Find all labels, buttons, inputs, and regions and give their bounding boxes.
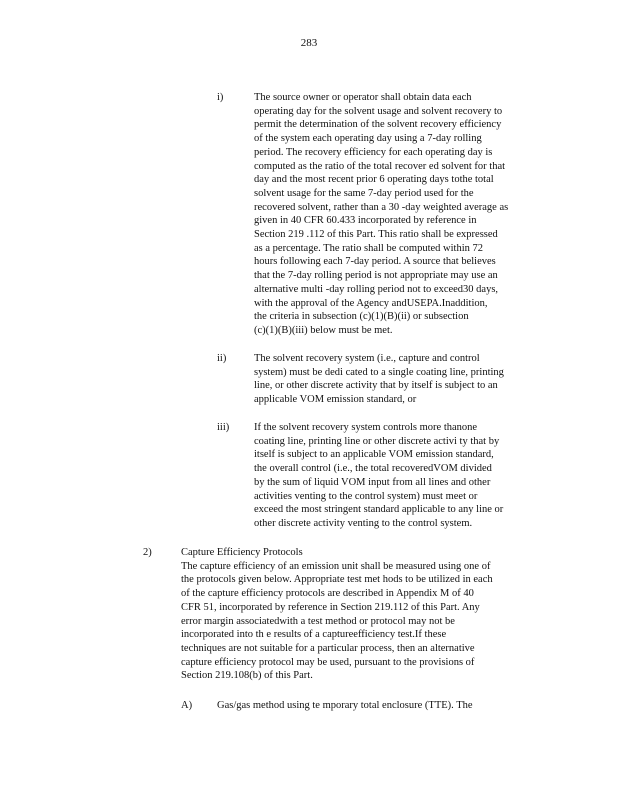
item-i-line: period. The recovery efficiency for each operating day is [254, 146, 493, 158]
item-A-line: Gas/gas method using te mporary total enclosure (TTE). The [217, 700, 473, 711]
item-i-marker: i) [217, 92, 224, 103]
item-i-line: permit the determination of the solvent recovery efficiency [254, 119, 502, 131]
page-number: 283 [300, 37, 318, 49]
item-i-line: as a percentage. The ratio shall be computed within 72 [254, 242, 483, 254]
item-ii-marker: ii) [217, 353, 227, 364]
item-i-line: operating day for the solvent usage and solvent recovery to [254, 105, 503, 117]
item-ii-line: applicable VOM emission standard, or [254, 394, 417, 406]
section-2-line: capture efficiency protocol may be used, pursuant to the provisions of [181, 656, 475, 668]
item-i-line: the criteria in subsection (c)(1)(B)(ii) or subsection [254, 311, 469, 323]
item-i-line: (c)(1)(B)(iii) below must be met. [254, 324, 393, 336]
item-i-line: of the system each operating day using a 7-day rolling [254, 133, 482, 145]
item-i-line: alternative multi -day rolling period not to exceed30 days, [254, 283, 499, 295]
item-iii-line: activities venting to the control system) must meet or [254, 490, 478, 502]
section-2-marker: 2) [143, 547, 152, 558]
item-iii-marker: iii) [217, 422, 230, 433]
item-iii-line: exceed the most stringent standard applicable to any line or [254, 504, 504, 516]
item-A-marker: A) [181, 700, 193, 711]
item-i-line: with the approval of the Agency andUSEPA.Inaddition, [254, 297, 488, 309]
section-2-line: Section 219.108(b) of this Part. [181, 670, 313, 682]
section-2-line: error margin associatedwith a test method or protocol may not be [181, 615, 455, 627]
section-2-line: The capture efficiency of an emission unit shall be measured using one of [181, 560, 491, 572]
item-iii-line: If the solvent recovery system controls more thanone [254, 422, 478, 433]
item-i-line: Section 219 .112 of this Part. This ratio shall be expressed [254, 229, 498, 240]
item-ii-line: The solvent recovery system (i.e., capture and control [254, 353, 480, 364]
item-i-line: computed as the ratio of the total recover ed solvent for that [254, 160, 506, 172]
item-iii-line: coating line, printing line or other discrete activi ty that by [254, 435, 500, 447]
item-ii-line: line, or other discrete activity that by itself is subject to an [254, 380, 498, 392]
item-i-line: day and the most recent prior 6 operating days tothe total [254, 174, 494, 186]
item-ii-line: system) must be dedi cated to a single coating line, printing [254, 366, 504, 378]
section-2-line: CFR 51, incorporated by reference in Section 219.112 of this Part. Any [181, 601, 480, 613]
section-2-line: incorporated into th e results of a captureefficiency test.If these [181, 629, 447, 641]
item-iii-line: itself is subject to an applicable VOM emission standard, [254, 449, 494, 461]
item-iii-line: the overall control (i.e., the total recoveredVOM divided [254, 463, 492, 475]
item-i-line: The source owner or operator shall obtain data each [254, 92, 472, 103]
section-2-heading: Capture Efficiency Protocols [181, 547, 303, 558]
item-iii-line: other discrete activity venting to the control system. [254, 517, 473, 529]
item-i-line: hours following each 7-day period. A source that believes [254, 256, 496, 268]
item-i-line: that the 7-day rolling period is not appropriate may use an [254, 270, 498, 282]
item-iii-line: by the sum of liquid VOM input from all lines and other [254, 476, 491, 488]
item-i-line: solvent usage for the same 7-day period used for the [254, 187, 474, 199]
section-2-line: of the capture efficiency protocols are described in Appendix M of 40 [181, 588, 474, 600]
section-2-line: techniques are not suitable for a particular process, then an alternative [181, 642, 475, 654]
item-i-line: given in 40 CFR 60.433 incorporated by reference in [254, 215, 477, 227]
item-i-line: recovered solvent, rather than a 30 -day weighted average as [254, 201, 509, 213]
section-2-line: the protocols given below. Appropriate test met hods to be utilized in each [181, 574, 493, 586]
